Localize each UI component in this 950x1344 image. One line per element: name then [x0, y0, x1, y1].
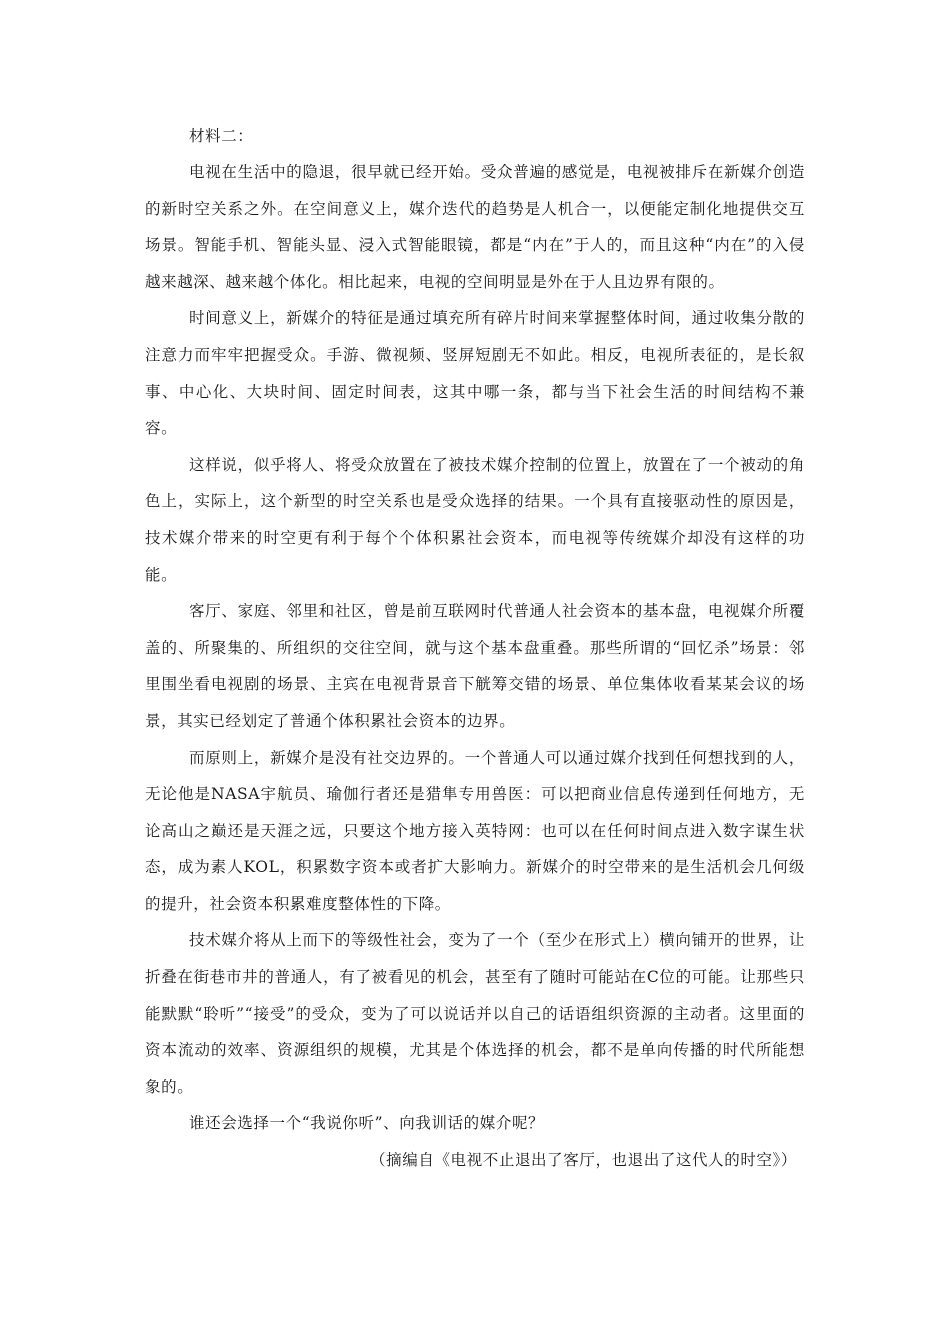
source-citation: （摘编自《电视不止退出了客厅，也退出了这代人的时空》）	[370, 1151, 797, 1170]
paragraph: 而原则上，新媒介是没有社交边界的。一个普通人可以通过媒介找到任何想找到的人，无论他是NASA宇航员、瑜伽行者还是猎隼专用兽医：可以把商业信息传递到任何地方，无论高山之巅还是天涯之远，只要这个地方接入英特网：也可以在任何时间点进入数字谋生状态，成为素人KOL，积累数字资本或者扩大影响力。新媒介的时空带来的是生活机会几何级的提升，社会资本积累难度整体性的下降。	[145, 748, 805, 913]
paragraph: 技术媒介将从上而下的等级性社会，变为了一个（至少在形式上）横向铺开的世界，让折叠在街巷市井的普通人，有了被看见的机会，甚至有了随时可能站在C位的可能。让那些只能默默“聆听”“接受”的受众，变为了可以说话并以自己的话语组织资源的主动者。这里面的资本流动的效率、资源组织的规模，尤其是个体选择的机会，都不是单向传播的时代所能想象的。	[145, 931, 805, 1096]
paragraph: 这样说，似乎将人、将受众放置在了被技术媒介控制的位置上，放置在了一个被动的角色上，实际上，这个新型的时空关系也是受众选择的结果。一个具有直接驱动性的原因是，技术媒介带来的时空更有利于每个个体积累社会资本，而电视等传统媒介却没有这样的功能。	[145, 455, 805, 584]
material-heading: 材料二：	[189, 127, 254, 145]
paragraph: 客厅、家庭、邻里和社区，曾是前互联网时代普通人社会资本的基本盘，电视媒介所覆盖的、所聚集的、所组织的交往空间，就与这个基本盘重叠。那些所谓的“回忆杀”场景：邻里围坐看电视剧的场景、主宾在电视背景音下觥筹交错的场景、单位集体收看某某会议的场景，其实已经划定了普通个体积累社会资本的边界。	[145, 602, 805, 730]
paragraph: 电视在生活中的隐退，很早就已经开始。受众普遍的感觉是，电视被排斥在新媒介创造的新时空关系之外。在空间意义上，媒介迭代的趋势是人机合一，以便能定制化地提供交互场景。智能手机、智能头显、浸入式智能眼镜，都是“内在”于人的，而且这种“内在”的入侵越来越深、越来越个体化。相比起来，电视的空间明显是外在于人且边界有限的。	[145, 163, 805, 291]
paragraph: 时间意义上，新媒介的特征是通过填充所有碎片时间来掌握整体时间，通过收集分散的注意力而牢牢把握受众。手游、微视频、竖屏短剧无不如此。相反，电视所表征的，是长叙事、中心化、大块时间、固定时间表，这其中哪一条，都与当下社会生活的时间结构不兼容。	[145, 309, 805, 438]
document-body	[145, 118, 805, 1178]
paragraph: 谁还会选择一个“我说你听”、向我训话的媒介呢？	[189, 1114, 545, 1133]
